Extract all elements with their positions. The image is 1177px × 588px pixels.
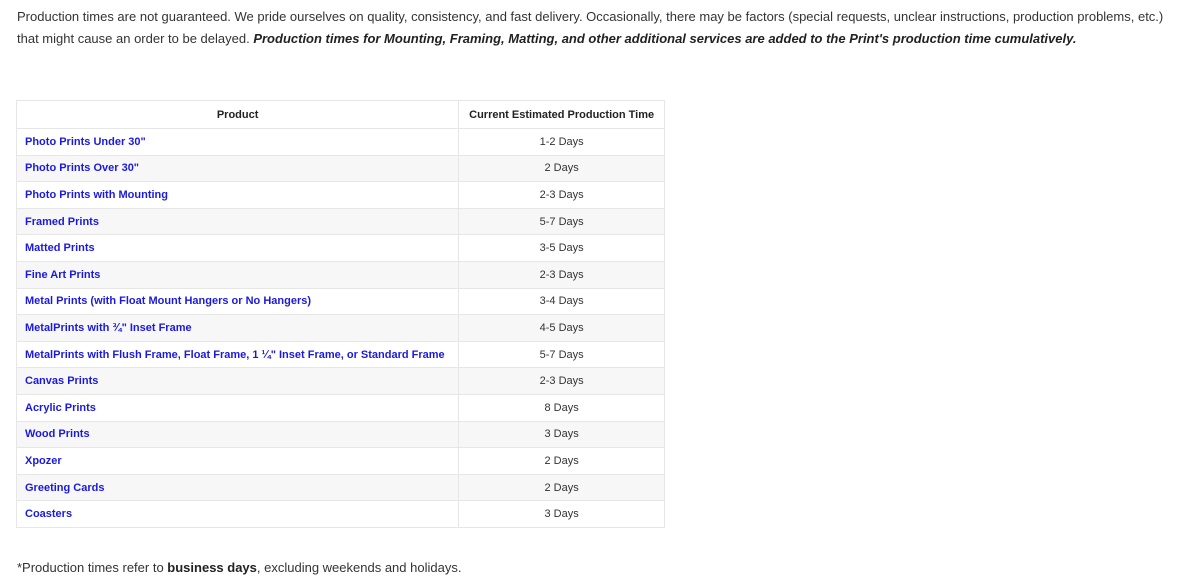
production-times-table: [16, 100, 665, 528]
table-header-row: [17, 101, 665, 129]
product-link[interactable]: MetalPrints with ¾" Inset Frame: [17, 315, 459, 342]
production-time: 3 Days: [459, 421, 665, 448]
product-link[interactable]: Fine Art Prints: [17, 261, 459, 288]
footnote-prefix: *Production times refer to: [17, 560, 168, 575]
production-time: 2 Days: [459, 474, 665, 501]
table-row: [17, 421, 665, 448]
table-row: [17, 474, 665, 501]
table-row: [17, 235, 665, 262]
table-row: [17, 129, 665, 156]
production-time: 3 Days: [459, 501, 665, 528]
table-row: [17, 261, 665, 288]
production-time: 2-3 Days: [459, 368, 665, 395]
production-time: 8 Days: [459, 394, 665, 421]
production-time: 3-4 Days: [459, 288, 665, 315]
product-link[interactable]: Greeting Cards: [17, 474, 459, 501]
product-link[interactable]: Matted Prints: [17, 235, 459, 262]
table-row: [17, 501, 665, 528]
production-time: 5-7 Days: [459, 341, 665, 368]
production-time: 5-7 Days: [459, 208, 665, 235]
product-link[interactable]: MetalPrints with Flush Frame, Float Frame, 1 ¼" Inset Frame, or Standard Frame: [17, 341, 459, 368]
footnote-bold: business days: [167, 560, 257, 575]
production-time: 2 Days: [459, 155, 665, 182]
table-row: [17, 182, 665, 209]
product-link[interactable]: Photo Prints with Mounting: [17, 182, 459, 209]
time-column-header: Current Estimated Production Time: [459, 101, 665, 129]
table-row: [17, 208, 665, 235]
intro-paragraph: [17, 6, 1167, 49]
product-link[interactable]: Photo Prints Under 30": [17, 129, 459, 156]
production-time: 4-5 Days: [459, 315, 665, 342]
production-time: 2-3 Days: [459, 261, 665, 288]
table-row: [17, 368, 665, 395]
product-link[interactable]: Coasters: [17, 501, 459, 528]
table-body: [17, 129, 665, 528]
footnote: [17, 560, 461, 575]
product-link[interactable]: Wood Prints: [17, 421, 459, 448]
table-row: [17, 155, 665, 182]
table-row: [17, 288, 665, 315]
intro-text: Production times are not guaranteed. We pride ourselves on quality, consistency, and fast delivery. Occasionally, there may be factors (special requests, unclear instructions, production problems, etc.) that might cause an order to be delayed.: [17, 9, 1164, 46]
production-time: 3-5 Days: [459, 235, 665, 262]
production-time: 2-3 Days: [459, 182, 665, 209]
product-link[interactable]: Framed Prints: [17, 208, 459, 235]
footnote-suffix: , excluding weekends and holidays.: [256, 560, 462, 575]
production-time: 2 Days: [459, 448, 665, 475]
product-link[interactable]: Acrylic Prints: [17, 394, 459, 421]
product-link[interactable]: Xpozer: [17, 448, 459, 475]
table-row: [17, 315, 665, 342]
table-row: [17, 448, 665, 475]
product-link[interactable]: Metal Prints (with Float Mount Hangers or No Hangers): [17, 288, 459, 315]
table-row: [17, 394, 665, 421]
product-link[interactable]: Photo Prints Over 30": [17, 155, 459, 182]
product-column-header: Product: [17, 101, 459, 129]
table-row: [17, 341, 665, 368]
product-link[interactable]: Canvas Prints: [17, 368, 459, 395]
production-time: 1-2 Days: [459, 129, 665, 156]
intro-emphasis: Production times for Mounting, Framing, Matting, and other additional services are added to the Print's production time cumulatively.: [253, 30, 1077, 46]
